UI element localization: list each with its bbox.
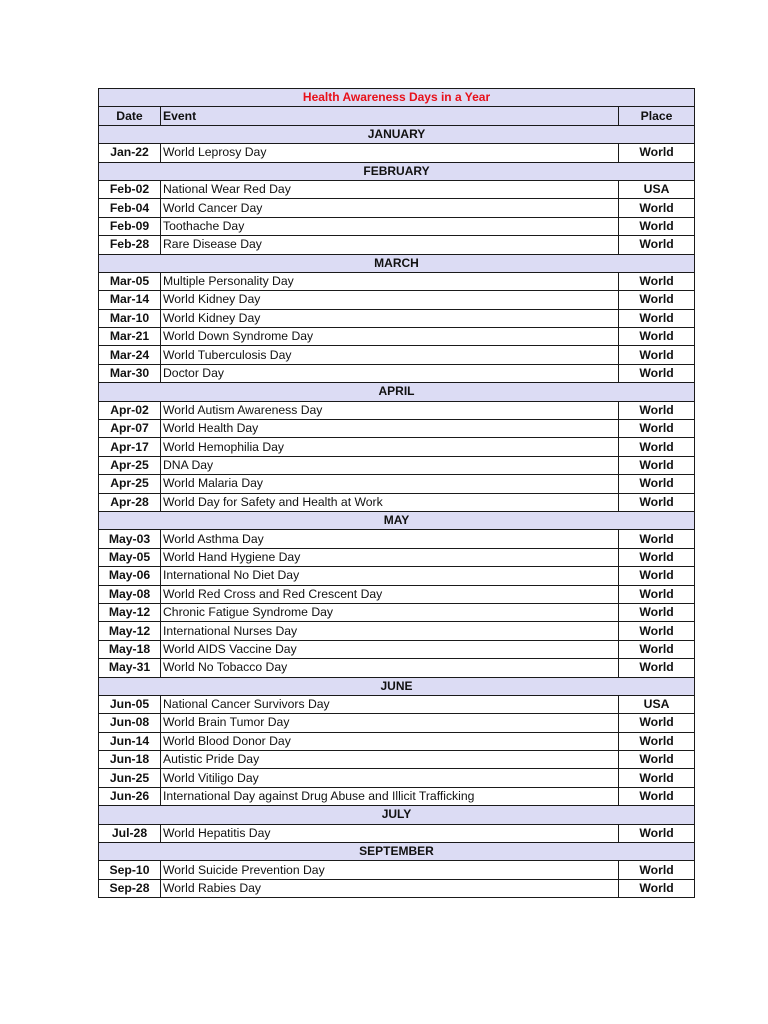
date-cell: Mar-24: [99, 346, 161, 364]
place-cell: World: [619, 236, 695, 254]
place-cell: World: [619, 493, 695, 511]
table-row: [99, 236, 695, 254]
month-name: JUNE: [99, 677, 695, 695]
date-cell: Mar-21: [99, 328, 161, 346]
place-cell: USA: [619, 695, 695, 713]
event-cell: Autistic Pride Day: [161, 751, 619, 769]
date-cell: Feb-28: [99, 236, 161, 254]
month-name: SEPTEMBER: [99, 843, 695, 861]
table-row: [99, 879, 695, 897]
event-cell: World Malaria Day: [161, 475, 619, 493]
table-row: [99, 328, 695, 346]
event-cell: World Tuberculosis Day: [161, 346, 619, 364]
date-cell: Mar-10: [99, 309, 161, 327]
event-cell: National Cancer Survivors Day: [161, 695, 619, 713]
place-cell: World: [619, 456, 695, 474]
table-row: [99, 548, 695, 566]
table-row: [99, 272, 695, 290]
place-cell: World: [619, 769, 695, 787]
event-cell: World AIDS Vaccine Day: [161, 640, 619, 658]
column-header-row: [99, 107, 695, 125]
table-row: [99, 144, 695, 162]
table-title-row: [99, 89, 695, 107]
place-cell: World: [619, 475, 695, 493]
date-cell: Apr-25: [99, 475, 161, 493]
event-cell: World Hemophilia Day: [161, 438, 619, 456]
event-cell: World Vitiligo Day: [161, 769, 619, 787]
place-cell: World: [619, 640, 695, 658]
event-cell: Chronic Fatigue Syndrome Day: [161, 603, 619, 621]
event-cell: International No Diet Day: [161, 567, 619, 585]
place-cell: World: [619, 732, 695, 750]
table-row: [99, 769, 695, 787]
health-awareness-table-container: [98, 88, 694, 898]
table-row: [99, 401, 695, 419]
place-cell: World: [619, 530, 695, 548]
date-cell: Jun-25: [99, 769, 161, 787]
month-header-row: [99, 806, 695, 824]
event-cell: World Health Day: [161, 420, 619, 438]
event-cell: World Day for Safety and Health at Work: [161, 493, 619, 511]
event-cell: World Blood Donor Day: [161, 732, 619, 750]
table-row: [99, 475, 695, 493]
event-cell: Doctor Day: [161, 364, 619, 382]
event-cell: World No Tobacco Day: [161, 659, 619, 677]
table-row: [99, 824, 695, 842]
table-row: [99, 861, 695, 879]
month-header-row: [99, 511, 695, 529]
event-cell: World Suicide Prevention Day: [161, 861, 619, 879]
date-cell: Sep-10: [99, 861, 161, 879]
date-cell: May-18: [99, 640, 161, 658]
date-cell: Jun-08: [99, 714, 161, 732]
table-row: [99, 217, 695, 235]
date-cell: May-05: [99, 548, 161, 566]
month-name: JANUARY: [99, 125, 695, 143]
place-cell: World: [619, 291, 695, 309]
place-cell: World: [619, 879, 695, 897]
event-cell: DNA Day: [161, 456, 619, 474]
date-cell: Feb-02: [99, 180, 161, 198]
month-header-row: [99, 162, 695, 180]
table-row: [99, 456, 695, 474]
event-cell: World Hand Hygiene Day: [161, 548, 619, 566]
table-row: [99, 714, 695, 732]
table-row: [99, 364, 695, 382]
place-cell: World: [619, 401, 695, 419]
event-cell: Multiple Personality Day: [161, 272, 619, 290]
date-cell: Apr-17: [99, 438, 161, 456]
event-cell: World Cancer Day: [161, 199, 619, 217]
date-cell: Apr-07: [99, 420, 161, 438]
table-row: [99, 603, 695, 621]
place-cell: World: [619, 603, 695, 621]
month-name: MAY: [99, 511, 695, 529]
place-cell: World: [619, 217, 695, 235]
event-cell: World Down Syndrome Day: [161, 328, 619, 346]
date-cell: Mar-14: [99, 291, 161, 309]
date-cell: Jul-28: [99, 824, 161, 842]
table-row: [99, 530, 695, 548]
date-cell: Feb-04: [99, 199, 161, 217]
place-cell: World: [619, 420, 695, 438]
date-cell: Jun-05: [99, 695, 161, 713]
place-cell: World: [619, 328, 695, 346]
date-cell: May-03: [99, 530, 161, 548]
place-cell: World: [619, 622, 695, 640]
date-cell: May-12: [99, 622, 161, 640]
date-cell: Mar-30: [99, 364, 161, 382]
event-cell: World Autism Awareness Day: [161, 401, 619, 419]
place-cell: World: [619, 861, 695, 879]
column-header-event: Event: [161, 107, 619, 125]
date-cell: May-08: [99, 585, 161, 603]
table-row: [99, 493, 695, 511]
month-name: APRIL: [99, 383, 695, 401]
table-title: Health Awareness Days in a Year: [99, 89, 695, 107]
place-cell: World: [619, 309, 695, 327]
table-row: [99, 438, 695, 456]
date-cell: Apr-02: [99, 401, 161, 419]
date-cell: Apr-25: [99, 456, 161, 474]
event-cell: World Red Cross and Red Crescent Day: [161, 585, 619, 603]
month-header-row: [99, 383, 695, 401]
event-cell: World Leprosy Day: [161, 144, 619, 162]
table-row: [99, 659, 695, 677]
table-row: [99, 309, 695, 327]
month-header-row: [99, 843, 695, 861]
place-cell: World: [619, 438, 695, 456]
date-cell: Apr-28: [99, 493, 161, 511]
date-cell: Jun-14: [99, 732, 161, 750]
event-cell: Rare Disease Day: [161, 236, 619, 254]
month-header-row: [99, 254, 695, 272]
date-cell: Jun-18: [99, 751, 161, 769]
table-row: [99, 751, 695, 769]
place-cell: World: [619, 144, 695, 162]
date-cell: Sep-28: [99, 879, 161, 897]
table-row: [99, 695, 695, 713]
date-cell: May-31: [99, 659, 161, 677]
event-cell: World Kidney Day: [161, 291, 619, 309]
month-header-row: [99, 125, 695, 143]
date-cell: May-06: [99, 567, 161, 585]
place-cell: World: [619, 585, 695, 603]
month-header-row: [99, 677, 695, 695]
health-awareness-table: [98, 88, 695, 898]
event-cell: International Nurses Day: [161, 622, 619, 640]
event-cell: World Brain Tumor Day: [161, 714, 619, 732]
event-cell: World Asthma Day: [161, 530, 619, 548]
table-row: [99, 180, 695, 198]
event-cell: Toothache Day: [161, 217, 619, 235]
month-name: FEBRUARY: [99, 162, 695, 180]
place-cell: USA: [619, 180, 695, 198]
date-cell: Jan-22: [99, 144, 161, 162]
place-cell: World: [619, 364, 695, 382]
place-cell: World: [619, 659, 695, 677]
date-cell: May-12: [99, 603, 161, 621]
table-row: [99, 585, 695, 603]
place-cell: World: [619, 567, 695, 585]
place-cell: World: [619, 199, 695, 217]
event-cell: National Wear Red Day: [161, 180, 619, 198]
table-row: [99, 640, 695, 658]
column-header-place: Place: [619, 107, 695, 125]
place-cell: World: [619, 346, 695, 364]
month-name: MARCH: [99, 254, 695, 272]
table-row: [99, 567, 695, 585]
place-cell: World: [619, 787, 695, 805]
place-cell: World: [619, 714, 695, 732]
table-row: [99, 787, 695, 805]
place-cell: World: [619, 751, 695, 769]
date-cell: Jun-26: [99, 787, 161, 805]
table-row: [99, 622, 695, 640]
event-cell: International Day against Drug Abuse and Illicit Trafficking: [161, 787, 619, 805]
event-cell: World Rabies Day: [161, 879, 619, 897]
table-row: [99, 291, 695, 309]
date-cell: Feb-09: [99, 217, 161, 235]
table-row: [99, 732, 695, 750]
table-row: [99, 199, 695, 217]
month-name: JULY: [99, 806, 695, 824]
place-cell: World: [619, 548, 695, 566]
event-cell: World Hepatitis Day: [161, 824, 619, 842]
place-cell: World: [619, 272, 695, 290]
place-cell: World: [619, 824, 695, 842]
date-cell: Mar-05: [99, 272, 161, 290]
table-row: [99, 420, 695, 438]
column-header-date: Date: [99, 107, 161, 125]
event-cell: World Kidney Day: [161, 309, 619, 327]
table-row: [99, 346, 695, 364]
